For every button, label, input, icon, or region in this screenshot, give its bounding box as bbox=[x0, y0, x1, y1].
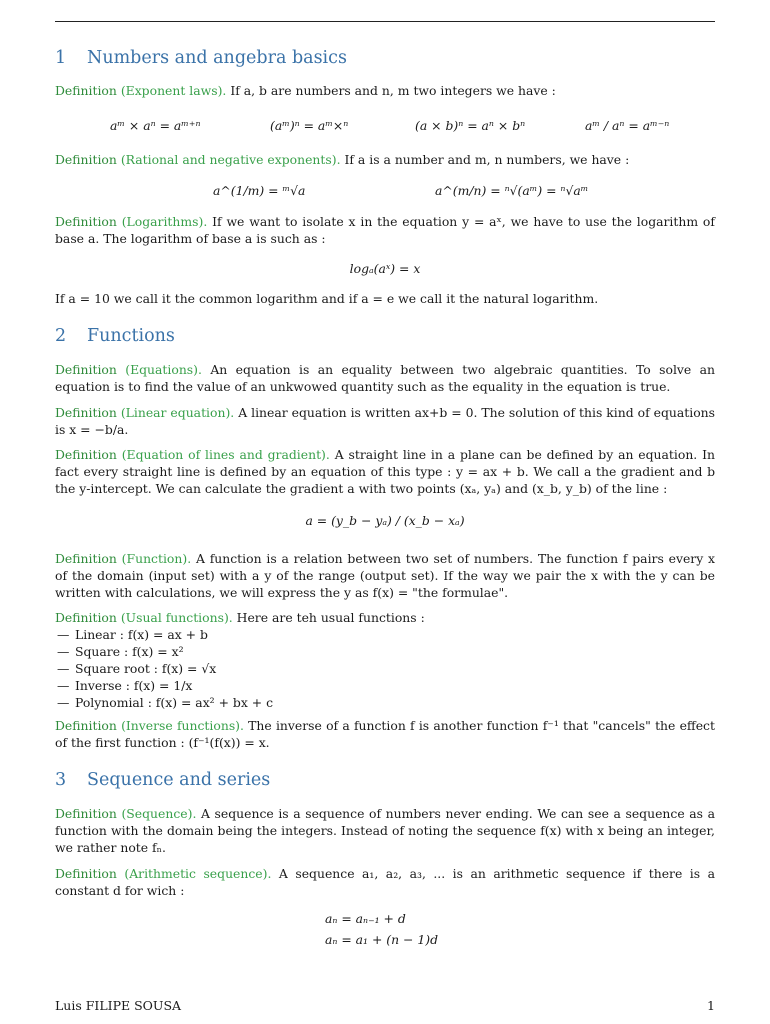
definition-linear-equation bbox=[55, 404, 715, 438]
section-title: Numbers and angebra basics bbox=[87, 48, 347, 68]
definition-usual-functions bbox=[55, 609, 715, 711]
section-number: 2 bbox=[55, 326, 67, 346]
definition-title: (Inverse functions). bbox=[121, 718, 244, 733]
arithmetic-sequence-equations bbox=[55, 910, 715, 950]
definition-word: Definition bbox=[55, 83, 117, 98]
definition-title: (Sequence). bbox=[121, 806, 197, 821]
logarithm-note: If a = 10 we call it the common logarithm and if a = e we call it the natural logarithm. bbox=[55, 291, 599, 306]
definition-word: Definition bbox=[55, 447, 117, 462]
definition-text: If a, b are numbers and n, m two integers we have : bbox=[230, 83, 556, 98]
equation: aₙ = a₁ + (n − 1)d bbox=[325, 932, 439, 947]
gradient-equation: a = (y_b − yₐ) / (x_b − xₐ) bbox=[305, 513, 465, 528]
definition-function bbox=[55, 550, 715, 601]
equation: a^(m/n) = ⁿ√(aᵐ) = ⁿ√aᵐ bbox=[435, 183, 589, 198]
definition-arithmetic-sequence bbox=[55, 865, 715, 899]
equation: a^(1/m) = ᵐ√a bbox=[213, 183, 306, 198]
page-footer bbox=[55, 997, 715, 1014]
definition-title: (Rational and negative exponents). bbox=[120, 152, 341, 167]
equation: aₙ = aₙ₋₁ + d bbox=[325, 911, 406, 926]
definition-equations bbox=[55, 361, 715, 395]
definition-word: Definition bbox=[55, 806, 117, 821]
footer-author: Luis FILIPE SOUSA bbox=[55, 998, 182, 1013]
section-number: 3 bbox=[55, 770, 67, 790]
section-heading-3 bbox=[55, 772, 715, 789]
definition-word: Definition bbox=[55, 866, 117, 881]
definition-title: (Arithmetic sequence). bbox=[124, 866, 272, 881]
definition-text: The inverse of a function f is another function f⁻¹ that "cancels" the effect of the first function : (f⁻¹(f(x)) = x. bbox=[55, 718, 715, 750]
definition-word: Definition bbox=[55, 405, 117, 420]
list-item: — Square : f(x) = x² bbox=[55, 643, 715, 660]
equation: (aᵐ)ⁿ = aᵐ×ⁿ bbox=[270, 118, 349, 133]
section-title: Functions bbox=[87, 326, 175, 346]
equation: aᵐ × aⁿ = aᵐ⁺ⁿ bbox=[110, 118, 201, 133]
list-item: — Polynomial : f(x) = ax² + bx + c bbox=[55, 694, 715, 711]
definition-title: (Equations). bbox=[125, 362, 202, 377]
list-item: — Inverse : f(x) = 1/x bbox=[55, 677, 715, 694]
definition-text: An equation is an equality between two algebraic quantities. To solve an equation is to find the value of an unkwowed quantity such as the equality in the equation is true. bbox=[55, 362, 715, 394]
definition-word: Definition bbox=[55, 214, 117, 229]
page-number: 1 bbox=[707, 998, 715, 1013]
list-item: — Square root : f(x) = √x bbox=[55, 660, 715, 677]
definition-word: Definition bbox=[55, 362, 117, 377]
definition-text: A sequence a₁, a₂, a₃, ... is an arithmetic sequence if there is a constant d for wich : bbox=[55, 866, 715, 898]
equation: (a × b)ⁿ = aⁿ × bⁿ bbox=[415, 118, 526, 133]
definition-inverse-functions bbox=[55, 717, 715, 751]
definition-word: Definition bbox=[55, 610, 117, 625]
definition-exponent-laws bbox=[55, 82, 715, 99]
definition-word: Definition bbox=[55, 152, 117, 167]
definition-text: A linear equation is written ax+b = 0. The solution of this kind of equations is x = −b/a. bbox=[55, 405, 715, 437]
definition-lines-gradient bbox=[55, 446, 715, 497]
header-rule bbox=[55, 21, 715, 22]
equation: aᵐ / aⁿ = aᵐ⁻ⁿ bbox=[585, 118, 670, 133]
definition-text: Here are teh usual functions : bbox=[236, 610, 425, 625]
definition-text: A straight line in a plane can be defined by an equation. In fact every straight line is defined by an equation of this type : y = ax + b. We call a the gradient and b the y-intercept. We can calculate the gradient a with two points (xₐ, yₐ) and (x_b, y_b) of the line : bbox=[55, 447, 715, 496]
definition-logarithms bbox=[55, 213, 715, 247]
definition-sequence bbox=[55, 805, 715, 856]
definition-text: If a is a number and m, n numbers, we have : bbox=[344, 152, 630, 167]
list-item: — Linear : f(x) = ax + b bbox=[55, 626, 715, 643]
definition-text: A sequence is a sequence of numbers never ending. We can see a sequence as a function with the domain being the integers. Instead of noting the sequence f(x) with x being an integer, we rather note fₙ. bbox=[55, 806, 715, 855]
rational-exponent-equations bbox=[55, 182, 715, 212]
definition-word: Definition bbox=[55, 551, 117, 566]
section-number: 1 bbox=[55, 48, 67, 68]
definition-rational-exponents bbox=[55, 151, 715, 168]
definition-title: (Linear equation). bbox=[120, 405, 235, 420]
definition-title: (Exponent laws). bbox=[120, 83, 227, 98]
usual-functions-list bbox=[55, 626, 715, 711]
exponent-laws-equations bbox=[55, 117, 715, 147]
definition-title: (Logarithms). bbox=[121, 214, 208, 229]
definition-text: If we want to isolate x in the equation y = aˣ, we have to use the logarithm of base a. The logarithm of base a is such as : bbox=[55, 214, 715, 246]
logarithm-equation: logₐ(aˣ) = x bbox=[349, 261, 421, 276]
section-heading-2 bbox=[55, 328, 715, 345]
definition-word: Definition bbox=[55, 718, 117, 733]
definition-title: (Function). bbox=[121, 551, 192, 566]
definition-title: (Usual functions). bbox=[120, 610, 233, 625]
definition-text: A function is a relation between two set of numbers. The function f pairs every x of the domain (input set) with a y of the range (output set). If the way we pair the x with the y can be written with calculations, we will express the y as f(x) = "the formulae". bbox=[55, 551, 715, 600]
section-title: Sequence and series bbox=[87, 770, 271, 790]
definition-title: (Equation of lines and gradient). bbox=[121, 447, 330, 462]
section-heading-1 bbox=[55, 50, 715, 67]
